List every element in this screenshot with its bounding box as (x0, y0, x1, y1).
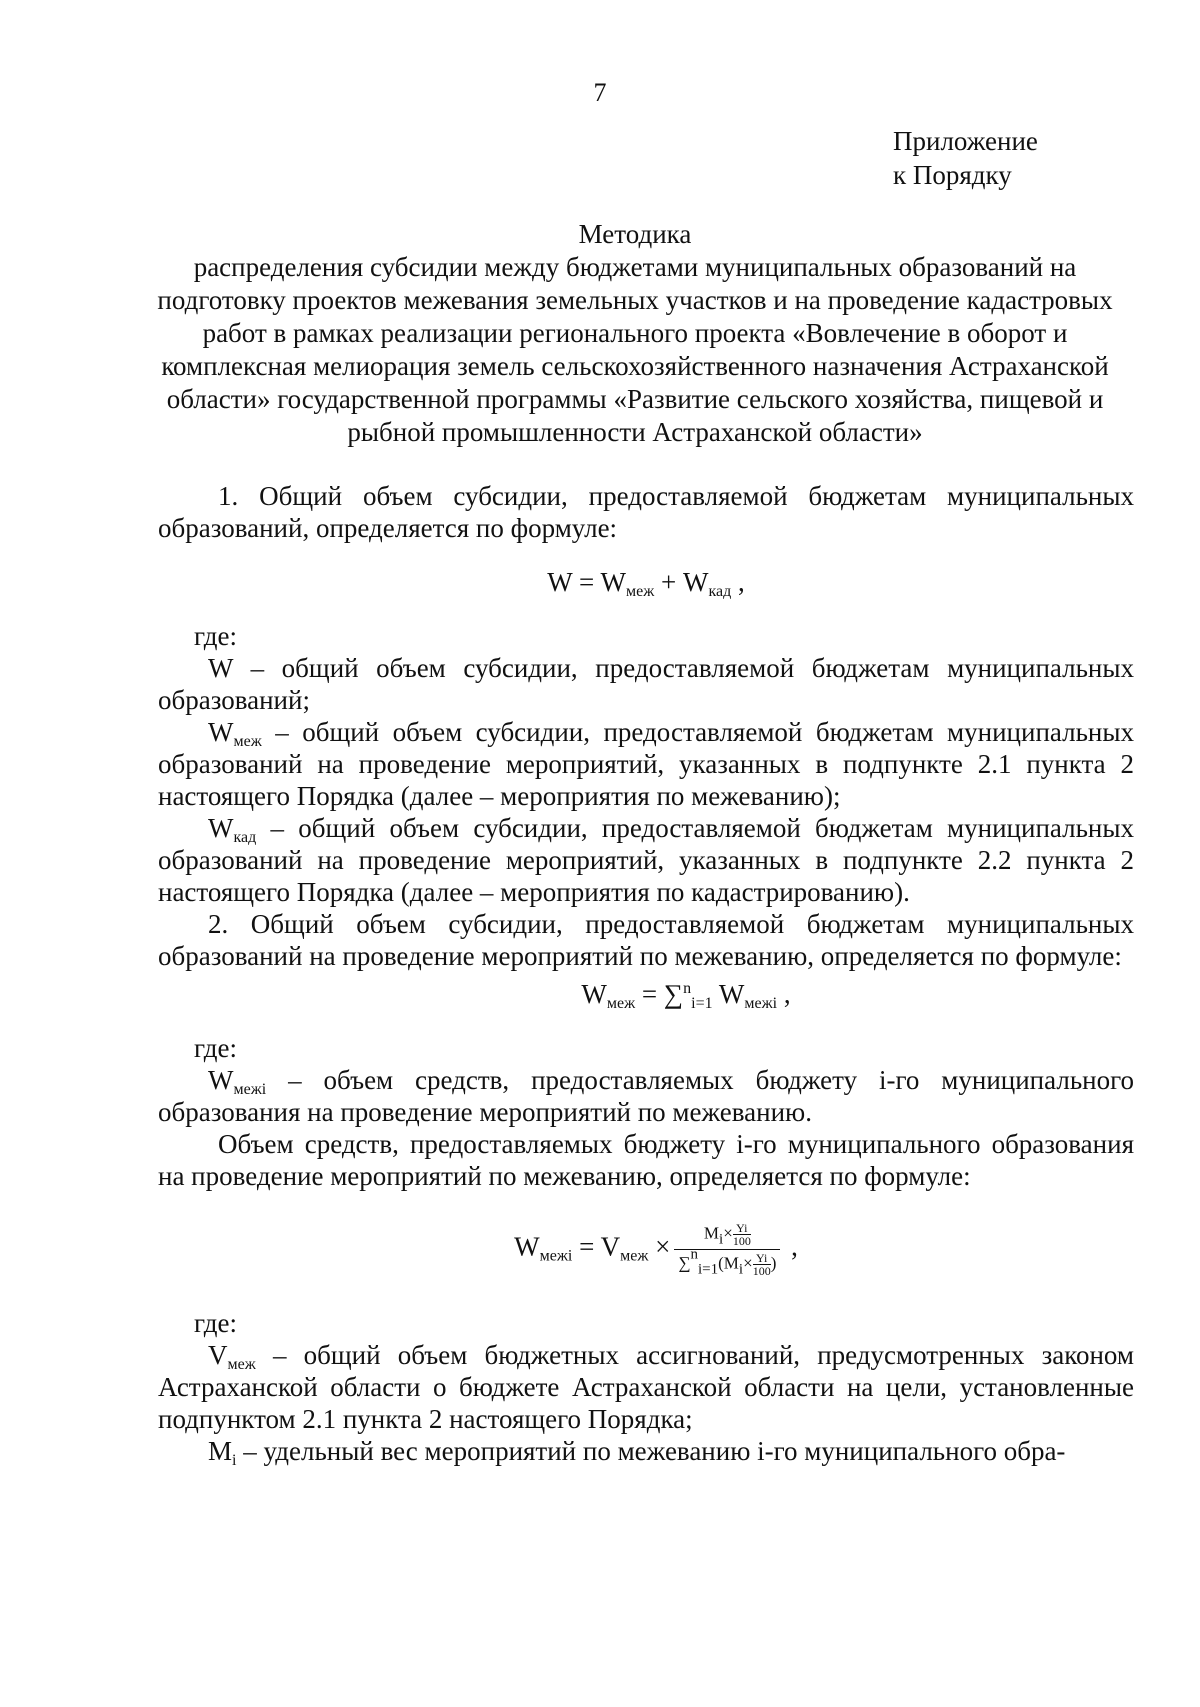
formula-part: ) (770, 1253, 777, 1273)
formula-sub: i (738, 1261, 744, 1278)
formula-part: × (648, 1231, 671, 1262)
formula-part: , (777, 979, 791, 1009)
symbol-sub: межi (233, 1081, 267, 1098)
where-label: где: (194, 1033, 237, 1063)
formula-part: = V (572, 1231, 621, 1262)
document-body (158, 480, 1134, 1467)
definition-mi (158, 1435, 1134, 1467)
definition-text: – удельный вес мероприятий по межеванию i-го муниципального обра- (236, 1436, 1066, 1466)
definition-wmezhi (158, 1064, 1134, 1128)
formula-part: Y (756, 1251, 765, 1265)
symbol-sub: меж (233, 733, 262, 750)
formula-part: W (514, 1231, 540, 1262)
where-label: где: (194, 1308, 237, 1338)
inner-denominator: 100 (752, 1264, 771, 1278)
formula-sub: кад (708, 583, 732, 600)
formula-sup: n (683, 980, 692, 997)
appendix-label (893, 124, 1038, 192)
formula-sub: меж (606, 995, 636, 1012)
formula-part: , (784, 1231, 798, 1262)
formula-sub: i (764, 1251, 768, 1265)
page-number: 7 (593, 78, 607, 107)
formula-part: (M (718, 1253, 739, 1273)
definition-text: – общий объем субсидии, предоставляемой бюджетам муниципальных образований на проведение мероприятий, указанных в подпункте 2.2 пункта 2 настоящего Порядка (далее – мероприятия по кадастрированию). (158, 813, 1134, 907)
formula-sub: i=1 (691, 995, 713, 1012)
formula-part: W (581, 979, 607, 1009)
formula-fraction (674, 1222, 780, 1277)
formula-sub: меж (625, 583, 655, 600)
symbol: V (208, 1340, 228, 1370)
formula-part: M (703, 1223, 720, 1243)
inner-fraction (733, 1222, 751, 1247)
title-heading: Методика (578, 219, 692, 249)
formula-part: , (731, 567, 745, 597)
symbol-sub: i (232, 1452, 237, 1469)
formula-sub: межi (744, 995, 778, 1012)
section2-paragraph: Объем средств, предоставляемых бюджету i-го муниципального образования на проведение мероприятий по межеванию, определяется по формуле: (158, 1129, 1134, 1191)
formula-sup: n (690, 1246, 698, 1263)
formula-part: ∑ (678, 1253, 691, 1273)
definition-wkad (158, 812, 1134, 908)
symbol-sub: меж (227, 1356, 256, 1373)
section1-text: 1. Общий объем субсидии, предоставляемой бюджетам муниципальных образований, определяется по формуле: (158, 481, 1134, 543)
formula-part: × (743, 1253, 753, 1273)
definition-vmezh (158, 1339, 1134, 1435)
definition-wmezh (158, 716, 1134, 812)
formula-mezhi (158, 1222, 1134, 1277)
formula-part: W (712, 979, 745, 1009)
formula-sub: i=1 (698, 1261, 719, 1278)
definition-text: – общий объем субсидии, предоставляемой бюджетам муниципальных образований на проведение мероприятий, указанных в подпункте 2.1 пункта 2 настоящего Порядка (далее – мероприятия по межеванию); (158, 717, 1134, 811)
formula-sub: i (719, 1231, 724, 1248)
fraction-denominator (674, 1246, 780, 1278)
section2-text: 2. Общий объем субсидии, предоставляемой бюджетам муниципальных образований на проведение мероприятий по межеванию, определяется по формуле: (158, 909, 1134, 971)
title-subtitle: распределения субсидии между бюджетами муниципальных образований на подготовку проектов межевания земельных участков и на проведение кадастровых работ в рамках реализации регионального проекта «Вовлечение в оборот и комплексная мелиорация земель сельскохозяйственного назначения Астраханской области» государственной программы «Развитие сельского хозяйства, пищевой и рыбной промышленности Астраханской области» (157, 252, 1113, 447)
formula-part: W = W (547, 567, 626, 597)
formula-total (158, 566, 1134, 598)
symbol: W (208, 1065, 234, 1095)
inner-denominator: 100 (732, 1234, 751, 1248)
formula-sub: меж (620, 1247, 649, 1265)
inner-fraction (753, 1252, 771, 1277)
definition-w: W – общий объем субсидии, предоставляемой бюджетам муниципальных образований; (158, 653, 1134, 715)
definition-text: – общий объем бюджетных ассигнований, предусмотренных законом Астраханской области о бюджете Астраханской области на цели, установленные подпунктом 2.1 пункта 2 настоящего Порядка; (158, 1340, 1134, 1434)
symbol-sub: кад (233, 829, 257, 846)
symbol: W (208, 813, 234, 843)
formula-sub: i (744, 1221, 748, 1235)
appendix-line1: Приложение (893, 126, 1038, 156)
formula-part: = ∑ (635, 979, 684, 1009)
document-title (150, 218, 1120, 449)
definition-text: – объем средств, предоставляемых бюджету i-го муниципального образования на проведение мероприятий по межеванию. (158, 1065, 1134, 1127)
symbol: W (208, 717, 234, 747)
symbol: M (208, 1436, 233, 1466)
formula-sub: межi (539, 1247, 573, 1265)
formula-mezh (158, 978, 1134, 1010)
appendix-line2: к Порядку (893, 160, 1012, 190)
formula-part: Y (736, 1221, 745, 1235)
where-label: где: (194, 621, 237, 651)
formula-part: × (723, 1223, 733, 1243)
formula-part: + W (654, 567, 709, 597)
